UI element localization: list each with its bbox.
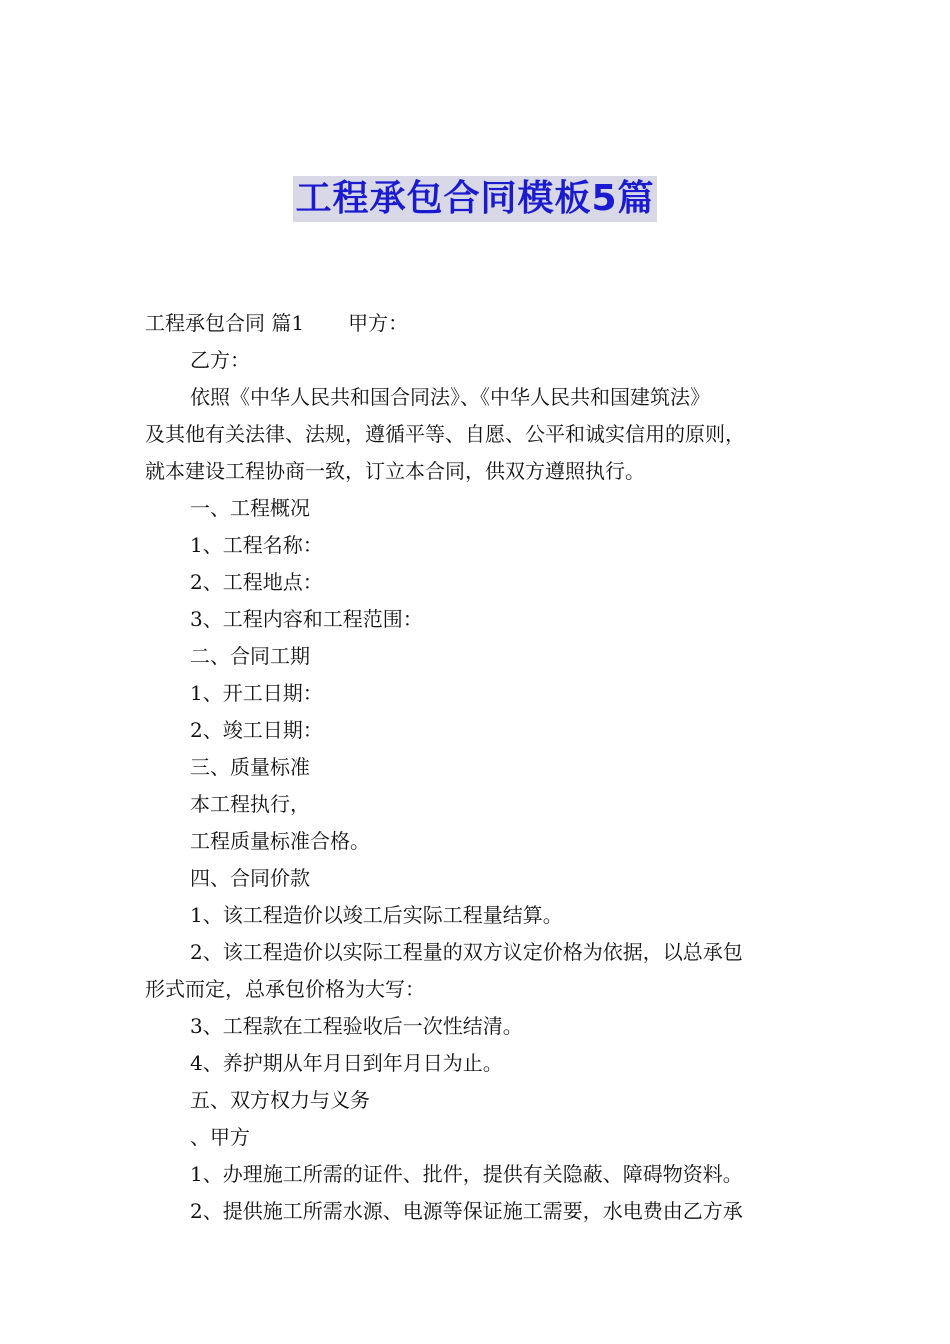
party-a-label: 甲方： xyxy=(348,311,409,335)
paragraph-line: 1、工程名称： xyxy=(190,533,323,557)
paragraph-line: 本工程执行， xyxy=(190,792,310,816)
paragraph-line: 2、提供施工所需水源、电源等保证施工需要，水电费由乙方承 xyxy=(190,1199,743,1223)
paragraph-line: 2、该工程造价以实际工程量的双方议定价格为依据，以总承包 xyxy=(190,940,743,964)
paragraph-line: 3、工程内容和工程范围： xyxy=(190,607,423,631)
document-title: 工程承包合同模板5篇 xyxy=(293,176,656,222)
title-container xyxy=(0,176,950,222)
paragraph-line: 乙方： xyxy=(190,348,250,372)
sub-heading: 、甲方 xyxy=(190,1125,250,1149)
paragraph-line: 3、工程款在工程验收后一次性结清。 xyxy=(190,1014,523,1038)
contract-number: 工程承包合同 篇1 xyxy=(145,311,305,335)
paragraph-line: 依照《中华人民共和国合同法》、《中华人民共和国建筑法》 xyxy=(190,385,710,409)
paragraph-line: 2、竣工日期： xyxy=(190,718,323,742)
section-heading: 二、合同工期 xyxy=(190,644,310,668)
paragraph-line: 1、开工日期： xyxy=(190,681,323,705)
section-heading: 一、工程概况 xyxy=(190,496,310,520)
paragraph-line: 1、办理施工所需的证件、批件，提供有关隐蔽、障碍物资料。 xyxy=(190,1162,743,1186)
paragraph-line: 形式而定，总承包价格为大写： xyxy=(145,977,425,1001)
contract-heading-line xyxy=(145,305,815,342)
paragraph-line: 2、工程地点： xyxy=(190,570,323,594)
paragraph-line: 4、养护期从年月日到年月日为止。 xyxy=(190,1051,503,1075)
document-body xyxy=(145,305,815,1230)
section-heading: 四、合同价款 xyxy=(190,866,310,890)
paragraph-line: 工程质量标准合格。 xyxy=(190,829,370,853)
paragraph-line: 1、该工程造价以竣工后实际工程量结算。 xyxy=(190,903,563,927)
section-heading: 三、质量标准 xyxy=(190,755,310,779)
section-heading: 五、双方权力与义务 xyxy=(190,1088,370,1112)
paragraph-line: 及其他有关法律、法规，遵循平等、自愿、公平和诚实信用的原则， xyxy=(145,422,745,446)
paragraph-line: 就本建设工程协商一致，订立本合同，供双方遵照执行。 xyxy=(145,459,645,483)
